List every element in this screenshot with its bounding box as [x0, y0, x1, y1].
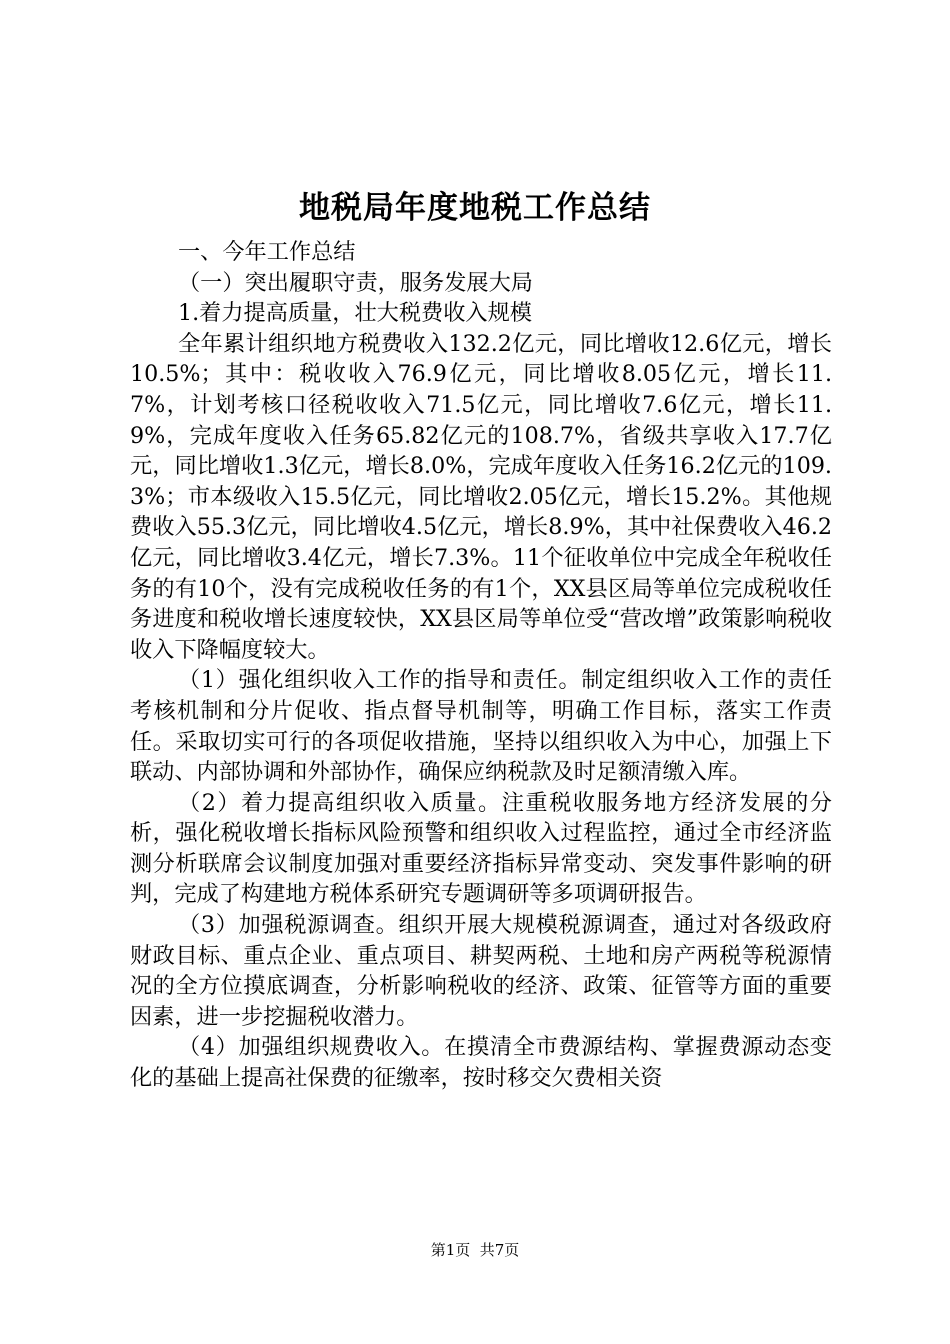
- page-footer: [0, 1240, 950, 1260]
- page-number: 第1页 共7页: [430, 1241, 520, 1259]
- section-heading-1: 一、今年工作总结: [178, 239, 356, 265]
- section-heading-2: （一）突出履职守责，服务发展大局: [178, 269, 533, 296]
- paragraph-revenue-summary: 全年累计组织地方税费收入132.2亿元，同比增收12.6亿元，增长10.5%；其中：税收收入76.9亿元，同比增收8.05亿元，增长11.7%，计划考核口径税收收入71.5亿元，同比增收7.6亿元，增长11.9%，完成年度收入任务65.82亿元的108.7%，省级共享收入17.7亿元，同比增收1.3亿元，增长8.0%，完成年度收入任务16.2亿元的109.3%；市本级收入15.5亿元，同比增收2.05亿元，增长15.2%。其他规费收入55.3亿元，同比增收4.5亿元，增长8.9%，其中社保费收入46.2亿元，同比增收3.4亿元，增长7.3%。11个征收单位中完成全年税收任务的有10个，没有完成税收任务的有1个，XX县区局等单位完成税收任务进度和税收增长速度较快，XX县区局等单位受“营改增”政策影响税收收入下降幅度较大。: [130, 330, 832, 663]
- paragraph-item-1: （1）强化组织收入工作的指导和责任。制定组织收入工作的责任考核机制和分片促收、指点督导机制等，明确工作目标，落实工作责任。采取切实可行的各项促收措施，坚持以组织收入为中心，加强上下联动、内部协调和外部协作，确保应纳税款及时足额清缴入库。: [130, 667, 832, 786]
- document-body: [130, 237, 832, 1094]
- paragraph-item-3: （3）加强税源调查。组织开展大规模税源调查，通过对各级政府财政目标、重点企业、重点项目、耕契两税、土地和房产两税等税源情况的全方位摸底调查，分析影响税收的经济、政策、征管等方面的重要因素，进一步挖掘税收潜力。: [130, 912, 832, 1030]
- section-heading-3: 1.着力提高质量，壮大税费收入规模: [178, 300, 532, 327]
- paragraph-item-2: （2）着力提高组织收入质量。注重税收服务地方经济发展的分析，强化税收增长指标风险预警和组织收入过程监控，通过全市经济监测分析联席会议制度加强对重要经济指标异常变动、突发事件影响的研判，完成了构建地方税体系研究专题调研等多项调研报告。: [130, 789, 832, 908]
- paragraph-item-4: （4）加强组织规费收入。在摸清全市费源结构、掌握费源动态变化的基础上提高社保费的征缴率，按时移交欠费相关资: [130, 1034, 832, 1092]
- document-title: 地税局年度地税工作总结: [299, 190, 651, 226]
